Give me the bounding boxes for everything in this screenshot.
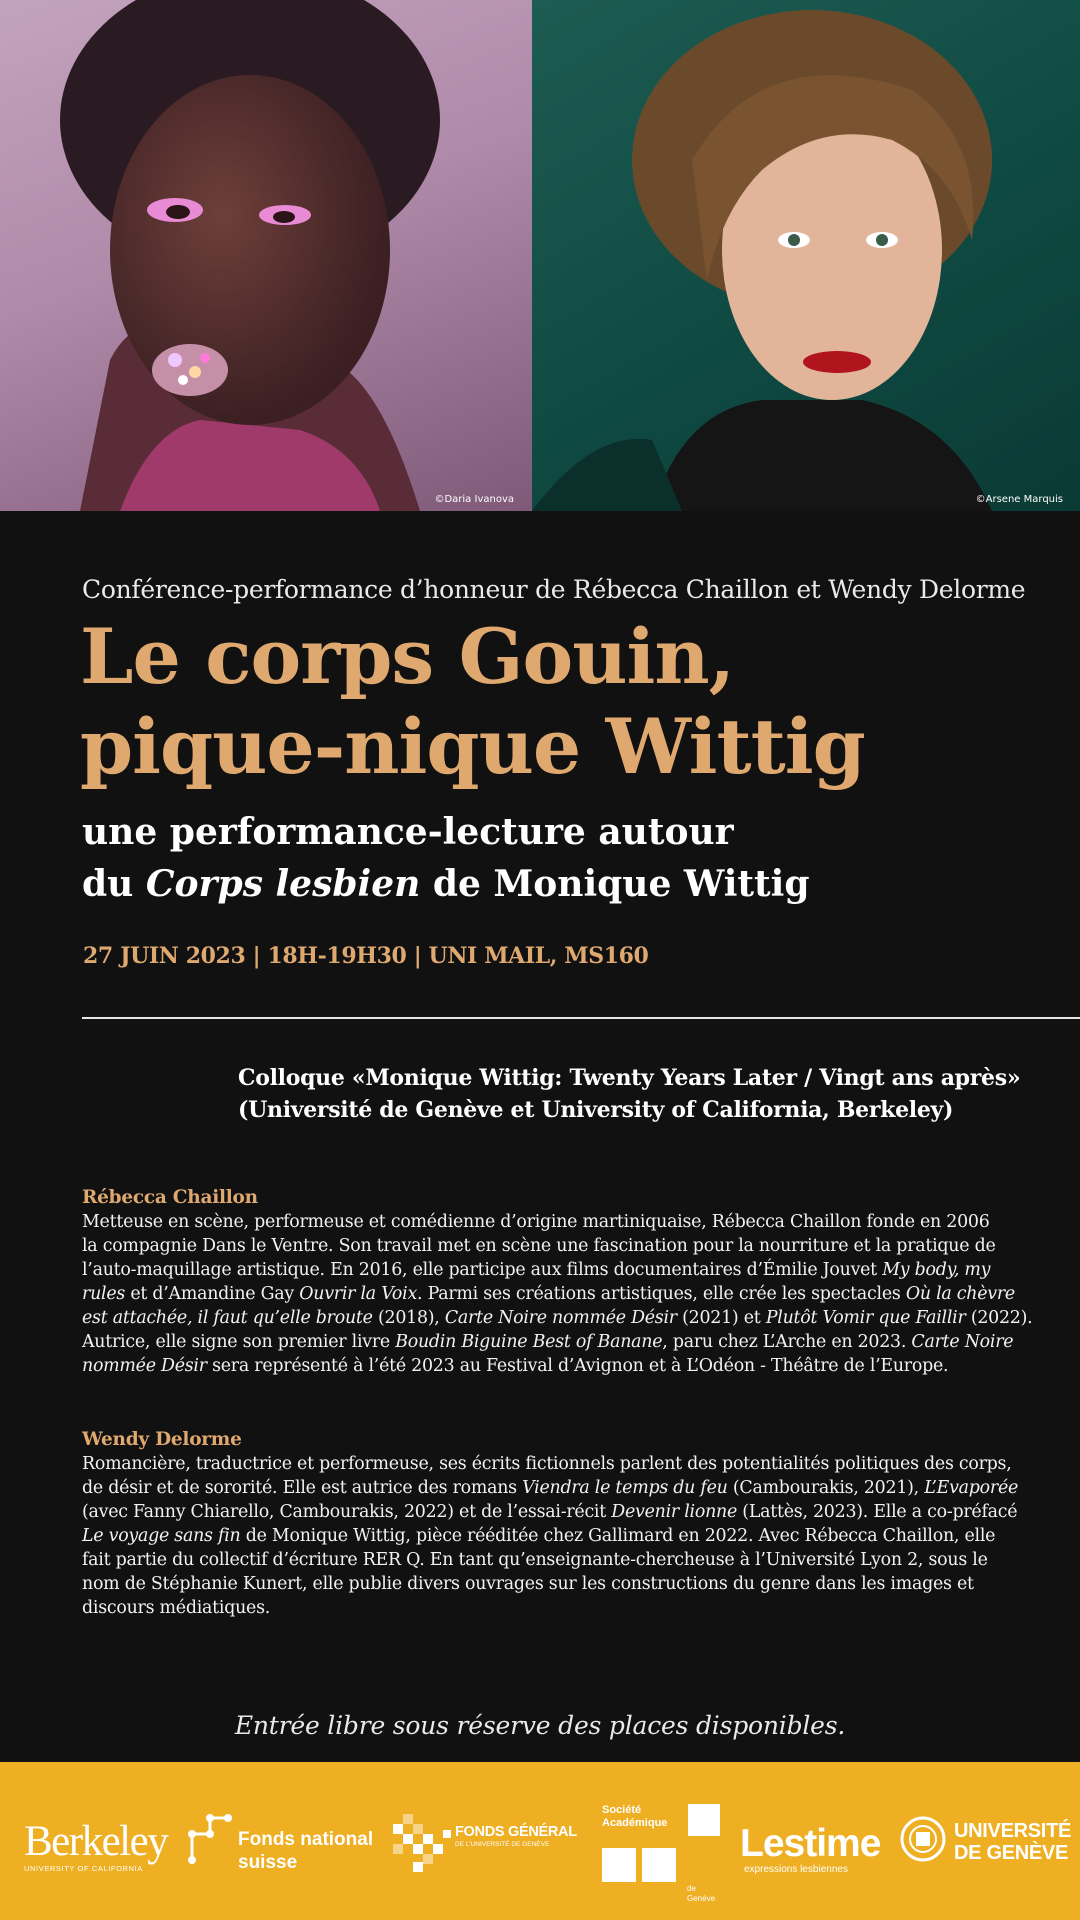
unige-text: [954, 1820, 1071, 1864]
societe-square-icon: [602, 1848, 636, 1882]
societe-geneve-text: [687, 1884, 715, 1904]
bio-span: et d’Amandine Gay: [125, 1284, 300, 1304]
bio-span: Autrice, elle signe son premier livre: [82, 1332, 396, 1352]
bio-span: (Cambourakis, 2021),: [727, 1478, 925, 1498]
portrait-illustration-right: [532, 0, 1080, 511]
bio-span: (avec Fanny Chiarello, Cambourakis, 2022) et de l’essai-récit: [82, 1502, 612, 1522]
lestime-wordmark: Lestime: [740, 1822, 881, 1865]
societe-square-icon: [642, 1848, 676, 1882]
bio-line: [82, 1330, 1020, 1354]
bio-span: (2018),: [372, 1308, 445, 1328]
societe-line-4: Genève: [687, 1894, 716, 1903]
bio-line: [82, 1500, 1020, 1524]
bio-line: Romancière, traductrice et performeuse, ses écrits fictionnels parlent des potentialités politiques des corps,: [82, 1454, 1012, 1474]
berkeley-subline: UNIVERSITY OF CALIFORNIA: [24, 1864, 143, 1873]
photo-rebecca-chaillon: [0, 0, 532, 511]
photo-credit-right: ©Arsene Marquis: [975, 494, 1063, 505]
bio-line: fait partie du collectif d’écriture RER Q. En tant qu’enseignante-chercheuse à l’Université Lyon 2, sous le: [82, 1550, 988, 1570]
fonds-general-logo: [393, 1810, 577, 1877]
unige-line-1: UNIVERSITÉ: [954, 1820, 1072, 1842]
fns-logo: [184, 1812, 374, 1873]
tagline-text: de Monique Wittig: [420, 863, 810, 905]
bio-line: la compagnie Dans le Ventre. Son travail met en scène une fascination pour la nourriture et la pratique de: [82, 1236, 996, 1256]
bio-line: [82, 1476, 1020, 1500]
lestime-logo: [740, 1824, 880, 1875]
societe-line-3: de: [687, 1884, 696, 1893]
event-title-line-2: pique-nique Wittig: [80, 702, 865, 791]
fonds-general-title: FONDS GÉNÉRAL: [455, 1824, 577, 1840]
bio-span: de désir et de sororité. Elle est autrice des romans: [82, 1478, 523, 1498]
bio-line: [82, 1524, 1020, 1548]
societe-square-icon: [688, 1804, 720, 1836]
bio-work-title: nommée Désir: [82, 1356, 207, 1376]
event-date-location: 27 JUIN 2023 | 18H-19H30 | UNI MAIL, MS160: [83, 943, 649, 969]
bio-line: discours médiatiques.: [82, 1598, 271, 1618]
bio-text: [82, 1452, 1020, 1620]
berkeley-wordmark: Berkeley: [24, 1818, 168, 1865]
event-tagline: [82, 806, 810, 910]
bio-span: (2021) et: [676, 1308, 766, 1328]
bio-name: Wendy Delorme: [82, 1429, 242, 1450]
colloque-line-1: Colloque «Monique Wittig: Twenty Years Later / Vingt ans après»: [238, 1065, 1021, 1091]
bio-span: . Parmi ses créations artistiques, elle crée les spectacles: [417, 1284, 906, 1304]
bio-span: l’auto-maquillage artistique. En 2016, elle participe aux films documentaires d’Émilie Jouvet: [82, 1260, 883, 1280]
bio-name: Rébecca Chaillon: [82, 1187, 258, 1208]
lestime-subline: expressions lesbiennes: [744, 1864, 848, 1875]
bio-work-title: Boudin Biguine Best of Banane: [395, 1332, 663, 1352]
bio-span: sera représenté à l’été 2023 au Festival d’Avignon et à L’Odéon - Théâtre de l’Europe.: [206, 1356, 949, 1376]
bio-work-title: Carte Noire: [911, 1332, 1014, 1352]
fonds-general-subtitle: DE L’UNIVERSITÉ DE GENÈVE: [455, 1841, 550, 1848]
unige-logo: [900, 1816, 1072, 1867]
bio-span: , paru chez L’Arche en 2023.: [662, 1332, 912, 1352]
portrait-illustration-left: [0, 0, 532, 511]
photo-wendy-delorme: [532, 0, 1080, 511]
unige-line-2: DE GENÈVE: [954, 1842, 1068, 1864]
fns-line-2: suisse: [238, 1852, 298, 1873]
fns-text: [238, 1828, 373, 1874]
societe-line-1: Société: [602, 1804, 642, 1816]
bio-line: [82, 1354, 1020, 1378]
bio-work-title: Viendra le temps du feu: [522, 1478, 728, 1498]
bio-work-title: Devenir lionne: [611, 1502, 738, 1522]
bio-work-title: Plutôt Vomir que Faillir: [765, 1308, 966, 1328]
bio-work-title: Carte Noire nommée Désir: [444, 1308, 677, 1328]
photo-credit-left: ©Daria Ivanova: [434, 494, 514, 505]
sponsor-footer: [0, 1762, 1080, 1920]
berkeley-logo: [24, 1820, 167, 1873]
societe-text: [602, 1804, 667, 1830]
fns-network-icon: [184, 1812, 234, 1868]
bio-line: Metteuse en scène, performeuse et comédienne d’origine martiniquaise, Rébecca Chaillon fonde en 2006: [82, 1212, 990, 1232]
bio-work-title: L’Evaporée: [924, 1478, 1019, 1498]
bio-work-title: est attachée, il faut qu’elle broute: [82, 1308, 373, 1328]
event-title-line-1: Le corps Gouin,: [80, 612, 735, 701]
tagline-line-1: une performance-lecture autour: [82, 811, 734, 853]
societe-line-2: Académique: [602, 1817, 668, 1829]
bio-rebecca-chaillon: [82, 1186, 1033, 1378]
bio-wendy-delorme: [82, 1428, 1020, 1620]
bio-line: [82, 1306, 1033, 1330]
tagline-text: du: [82, 863, 146, 905]
bio-work-title: Ouvrir la Voix: [299, 1284, 418, 1304]
bio-work-title: My body, my: [882, 1260, 991, 1280]
colloque-line-2: (Université de Genève et University of California, Berkeley): [238, 1097, 954, 1123]
tagline-line-2: [82, 858, 810, 910]
bio-line: [82, 1258, 1020, 1282]
event-title: [80, 612, 865, 792]
bio-span: (2022).: [965, 1308, 1033, 1328]
bio-line: [82, 1282, 1020, 1306]
bio-work-title: Le voyage sans fin: [82, 1526, 241, 1546]
fonds-general-pixel-icon: [393, 1810, 457, 1872]
bio-line: nom de Stéphanie Kunert, elle publie divers ouvrages sur les constructions du genre dans les images et: [82, 1574, 974, 1594]
tagline-book-title: Corps lesbien: [145, 863, 421, 905]
bio-work-title: Où la chèvre: [905, 1284, 1015, 1304]
event-subtitle: Conférence-performance d’honneur de Rébecca Chaillon et Wendy Delorme: [82, 575, 1026, 604]
colloque-heading: [238, 1062, 1020, 1126]
divider-line: [82, 1017, 1080, 1019]
bio-text: [82, 1210, 1033, 1378]
unige-seal-icon: [900, 1816, 946, 1862]
bio-span: de Monique Wittig, pièce rééditée chez Gallimard en 2022. Avec Rébecca Chaillon, elle: [240, 1526, 996, 1546]
fns-line-1: Fonds national: [238, 1829, 374, 1850]
free-entry-note: Entrée libre sous réserve des places disponibles.: [234, 1711, 846, 1740]
bio-span: (Lattès, 2023). Elle a co-préfacé: [737, 1502, 1018, 1522]
bio-work-title: rules: [82, 1284, 126, 1304]
portrait-photos: [0, 0, 1080, 511]
